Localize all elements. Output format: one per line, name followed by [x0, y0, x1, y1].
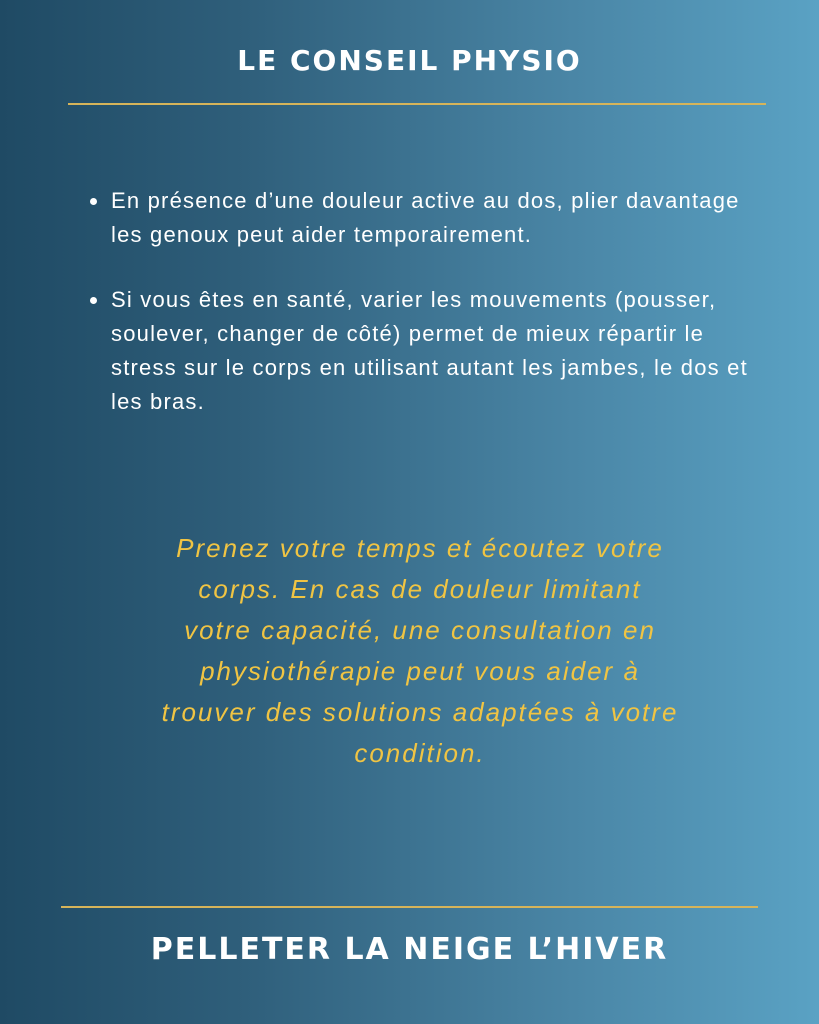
tip-text: En présence d’une douleur active au dos, plier davantage les genoux peut aider temporairement. [111, 188, 740, 247]
card-title: LE CONSEIL PHYSIO [237, 44, 582, 77]
bullet-icon [90, 198, 97, 205]
top-divider [68, 103, 766, 105]
tip-item [88, 184, 748, 252]
bottom-divider [61, 906, 758, 908]
tip-item [88, 283, 748, 419]
footer-title: PELLETER LA NEIGE L’HIVER [150, 932, 669, 967]
tips-list [88, 184, 748, 450]
callout-text: Prenez votre temps et écoutez votre corps. En cas de douleur limitant votre capacité, une consultation en physiothérapie peut vous aider à trouver des solutions adaptées à votre condition. [161, 533, 679, 768]
tip-text: Si vous êtes en santé, varier les mouvements (pousser, soulever, changer de côté) permet de mieux répartir le stress sur le corps en utilisant autant les jambes, le dos et les bras. [111, 287, 748, 414]
bullet-icon [90, 297, 97, 304]
